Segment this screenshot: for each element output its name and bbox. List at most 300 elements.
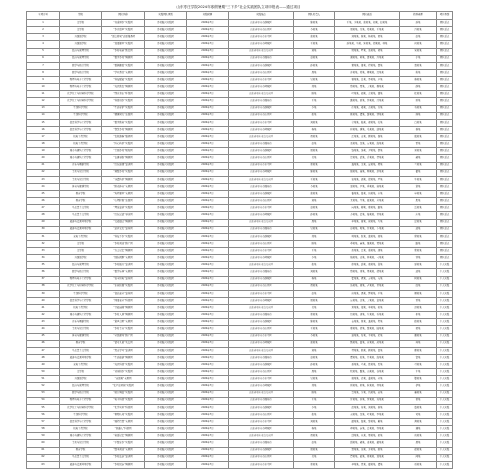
cell-col-advisor: 蒋某某 — [400, 77, 437, 84]
cell-col-category: 乡村振兴实践团 — [145, 369, 187, 376]
cell-col-team-name: “乡村民宿”调研团 — [102, 461, 145, 468]
header-col-advisor: 指导老师 — [400, 12, 437, 20]
cell-col-location: 山东省枣庄市山亭区 — [229, 155, 294, 162]
cell-col-location: 山东省枣庄市滕州市 — [229, 440, 294, 447]
cell-col-project-type: 团队重点 — [437, 69, 453, 76]
cell-col-location: 山东省枣庄市市中区 — [229, 419, 294, 426]
cell-col-college: 化学化工与材料科学学院 — [60, 283, 102, 290]
cell-col-project-type: 团队重点 — [437, 134, 453, 141]
cell-col-category: 乡村振兴实践团 — [145, 326, 187, 333]
cell-col-college: 光电工程学院 — [60, 362, 102, 369]
cell-col-time: 2024年7月 — [187, 233, 229, 240]
cell-col-index: 28 — [27, 212, 60, 219]
cell-col-time: 2024年7月 — [187, 84, 229, 91]
cell-col-team-name: “绿水青山”环保团 — [102, 91, 145, 98]
cell-col-time: 2024年7月 — [187, 91, 229, 98]
cell-col-advisor: 兰某某 — [400, 162, 437, 169]
cell-col-college: 教育学院 — [60, 340, 102, 347]
cell-col-college: 光电工程学院 — [60, 233, 102, 240]
table-row — [27, 84, 453, 91]
header-col-time: 实践时间 — [187, 12, 229, 20]
cell-col-project-type: 个人实践 — [437, 319, 453, 326]
cell-col-college: 城市与建筑工程学院 — [60, 312, 102, 319]
cell-col-advisor: 庄某 — [400, 212, 437, 219]
cell-col-members: 甄某某、曲某、家某某、封某某 — [335, 340, 400, 347]
cell-col-members: 周某某、吴某、郑某某、王某某 — [335, 27, 400, 34]
header-col-leader: 团队负责人 — [294, 12, 335, 20]
cell-col-advisor: 赵某 — [400, 34, 437, 41]
cell-col-advisor: 贲某 — [400, 297, 437, 304]
cell-col-category: 乡村振兴实践团 — [145, 77, 187, 84]
cell-col-time: 2024年7月 — [187, 41, 229, 48]
cell-col-advisor: 石某某 — [400, 105, 437, 112]
cell-col-advisor: 孙某 — [400, 20, 437, 27]
cell-col-team-name: “科技赋能”实践团 — [102, 77, 145, 84]
cell-col-college: 外国语学院 — [60, 34, 102, 41]
cell-col-college: 数学与统计学院 — [60, 269, 102, 276]
cell-col-leader: 张某 — [294, 262, 335, 269]
cell-col-index: 60 — [27, 440, 60, 447]
cell-col-leader: 陈某 — [294, 91, 335, 98]
cell-col-college: 文学院 — [60, 369, 102, 376]
cell-col-index: 53 — [27, 390, 60, 397]
cell-col-leader: 刘某某 — [294, 419, 335, 426]
cell-col-leader: 黄某某 — [294, 283, 335, 290]
cell-col-category: 乡村振兴实践团 — [145, 440, 187, 447]
cell-col-project-type: 个人实践 — [437, 312, 453, 319]
cell-col-time: 2024年7月 — [187, 262, 229, 269]
cell-col-college: 经济与管理学院 — [60, 48, 102, 55]
cell-col-category: 乡村振兴实践团 — [145, 176, 187, 183]
table-row — [27, 112, 453, 119]
cell-col-location: 山东省枣庄市市中区 — [229, 333, 294, 340]
cell-col-time: 2024年7月 — [187, 305, 229, 312]
cell-col-time: 2024年7月 — [187, 169, 229, 176]
cell-col-index: 61 — [27, 447, 60, 454]
cell-col-category: 乡村振兴实践团 — [145, 333, 187, 340]
cell-col-time: 2024年7月 — [187, 454, 229, 461]
cell-col-leader: 陈某某 — [294, 169, 335, 176]
cell-col-time: 2024年7月 — [187, 155, 229, 162]
cell-col-category: 乡村振兴实践团 — [145, 297, 187, 304]
cell-col-team-name: “乡村阅读”推广团 — [102, 240, 145, 247]
cell-col-members: 吉某某、钮某、龚某某、程某 — [335, 319, 400, 326]
cell-col-category: 乡村振兴实践团 — [145, 148, 187, 155]
cell-col-advisor: 经某 — [400, 283, 437, 290]
cell-col-members: 许某某、邓某、傅某某、沈某某 — [335, 69, 400, 76]
cell-col-college: 物理与电子工程学院 — [60, 397, 102, 404]
cell-col-project-type: 团队重点 — [437, 191, 453, 198]
cell-col-category: 乡村振兴实践团 — [145, 162, 187, 169]
cell-col-category: 乡村振兴实践团 — [145, 433, 187, 440]
cell-col-project-type: 个人实践 — [437, 283, 453, 290]
cell-col-members: 安某某、颜某、倪某某、严某 — [335, 176, 400, 183]
cell-col-leader: 周某 — [294, 69, 335, 76]
cell-col-time: 2024年7月 — [187, 433, 229, 440]
table-row — [27, 390, 453, 397]
cell-col-location: 山东省枣庄市滕州市 — [229, 312, 294, 319]
cell-col-time: 2024年7月 — [187, 191, 229, 198]
cell-col-index: 17 — [27, 134, 60, 141]
cell-col-college: 机电工程学院 — [60, 134, 102, 141]
cell-col-project-type: 团队重点 — [437, 34, 453, 41]
header-col-college: 学院 — [60, 12, 102, 20]
cell-col-project-type: 团队重点 — [437, 48, 453, 55]
cell-col-index: 43 — [27, 319, 60, 326]
cell-col-project-type: 团队重点 — [437, 98, 453, 105]
cell-col-location: 山东省枣庄市薛城区 — [229, 404, 294, 411]
cell-col-advisor: 于某 — [400, 55, 437, 62]
cell-col-location: 山东省枣庄市薛城区 — [229, 276, 294, 283]
cell-col-index: 58 — [27, 426, 60, 433]
cell-col-leader: 张某某 — [294, 34, 335, 41]
cell-col-members: 甘某某、钭某、厉某某、戎某某 — [335, 397, 400, 404]
cell-col-time: 2024年7月 — [187, 212, 229, 219]
cell-col-project-type: 个人实践 — [437, 333, 453, 340]
cell-col-college: 马克思主义学院 — [60, 212, 102, 219]
cell-col-advisor: 蒲某 — [400, 426, 437, 433]
cell-col-index: 3 — [27, 34, 60, 41]
cell-col-project-type: 个人实践 — [437, 326, 453, 333]
cell-col-college: 经济与管理学院 — [60, 383, 102, 390]
cell-col-advisor: 闻某 — [400, 454, 437, 461]
cell-col-category: 乡村振兴实践团 — [145, 276, 187, 283]
table-row — [27, 312, 453, 319]
cell-col-time: 2024年7月 — [187, 69, 229, 76]
cell-col-location: 山东省枣庄市市中区 — [229, 119, 294, 126]
cell-col-category: 乡村振兴实践团 — [145, 404, 187, 411]
cell-col-college: 化学化工与材料科学学院 — [60, 404, 102, 411]
cell-col-category: 乡村振兴实践团 — [145, 219, 187, 226]
cell-col-time: 2024年7月 — [187, 226, 229, 233]
cell-col-college: 生命科学学院 — [60, 112, 102, 119]
cell-col-location: 山东省枣庄市峄城区 — [229, 383, 294, 390]
cell-col-college: 生命科学学院 — [60, 290, 102, 297]
cell-col-team-name: “诗词进乡”实践团 — [102, 369, 145, 376]
cell-col-members: 糜某某、松某、井某某、段某某 — [335, 354, 400, 361]
cell-col-project-type: 团队重点 — [437, 119, 453, 126]
cell-col-team-name: “乡村人居”调研团 — [102, 312, 145, 319]
cell-col-index: 39 — [27, 290, 60, 297]
cell-col-project-type: 团队重点 — [437, 77, 453, 84]
document-title: 山东枣庄学院2024年寒假暑期“三下乡”社会实践团队立项申报表——通过项目 — [176, 5, 301, 9]
cell-col-members: 王某、李某某、张某某、刘某、赵某某 — [335, 20, 400, 27]
cell-col-members: 金某某、陆某、郝某某、孔某 — [335, 119, 400, 126]
cell-col-index: 59 — [27, 433, 60, 440]
cell-col-leader: 赵某某 — [294, 354, 335, 361]
cell-col-team-name: “安全用电”宣传团 — [102, 276, 145, 283]
cell-col-time: 2024年7月 — [187, 205, 229, 212]
cell-col-time: 2024年7月 — [187, 148, 229, 155]
cell-col-college: 机电工程学院 — [60, 305, 102, 312]
cell-col-index: 2 — [27, 27, 60, 34]
cell-col-index: 47 — [27, 347, 60, 354]
table-row — [27, 354, 453, 361]
cell-col-advisor: 司某 — [400, 411, 437, 418]
cell-col-index: 14 — [27, 112, 60, 119]
cell-col-category: 乡村振兴实践团 — [145, 461, 187, 468]
cell-col-location: 山东省枣庄市峄城区 — [229, 84, 294, 91]
cell-col-category: 乡村振兴实践团 — [145, 362, 187, 369]
cell-col-advisor: 嵇某某 — [400, 319, 437, 326]
cell-col-leader: 郑某某 — [294, 461, 335, 468]
cell-col-team-name: “节能减排”调研团 — [102, 305, 145, 312]
table-row — [27, 248, 453, 255]
cell-col-location: 山东省枣庄市滕州市 — [229, 354, 294, 361]
cell-col-category: 乡村振兴实践团 — [145, 340, 187, 347]
cell-col-time: 2024年7月 — [187, 376, 229, 383]
cell-col-team-name: “科技下乡”实践团 — [102, 233, 145, 240]
cell-col-time: 2024年7月 — [187, 34, 229, 41]
cell-col-members: 牧某某、隗某、山某某、谷某某 — [335, 369, 400, 376]
cell-col-location: 山东省枣庄市市中区 — [229, 205, 294, 212]
cell-col-college: 城市与建筑工程学院 — [60, 155, 102, 162]
cell-col-project-type: 个人实践 — [437, 376, 453, 383]
cell-col-college: 美术与设计学院 — [60, 326, 102, 333]
table-row — [27, 369, 453, 376]
cell-col-team-name: “全民健身”推广团 — [102, 333, 145, 340]
cell-col-project-type: 个人实践 — [437, 440, 453, 447]
cell-col-college: 数学与统计学院 — [60, 390, 102, 397]
cell-col-index: 20 — [27, 155, 60, 162]
cell-col-college: 生命科学学院 — [60, 411, 102, 418]
cell-col-index: 11 — [27, 91, 60, 98]
cell-col-leader: 李某某 — [294, 333, 335, 340]
cell-col-advisor: 翟某 — [400, 169, 437, 176]
cell-col-category: 乡村振兴实践团 — [145, 126, 187, 133]
cell-col-location: 山东省枣庄市台儿庄区 — [229, 433, 294, 440]
cell-col-category: 乡村振兴实践团 — [145, 419, 187, 426]
cell-col-time: 2024年7月 — [187, 419, 229, 426]
cell-col-college: 音乐与舞蹈学院 — [60, 319, 102, 326]
cell-col-time: 2024年7月 — [187, 255, 229, 262]
cell-col-advisor: 杜某某 — [400, 91, 437, 98]
cell-col-project-type: 团队重点 — [437, 240, 453, 247]
table-row — [27, 41, 453, 48]
table-row — [27, 426, 453, 433]
cell-col-members: 昝某某、管某、卢某某、莫某某 — [335, 283, 400, 290]
cell-col-index: 40 — [27, 297, 60, 304]
cell-col-college: 马克思主义学院 — [60, 205, 102, 212]
cell-col-leader: 李某 — [294, 404, 335, 411]
cell-col-location: 山东省枣庄市峄城区 — [229, 212, 294, 219]
cell-col-project-type: 团队重点 — [437, 41, 453, 48]
cell-col-advisor: 何某某 — [400, 41, 437, 48]
cell-col-advisor: 田某 — [400, 98, 437, 105]
table-row — [27, 219, 453, 226]
cell-col-location: 山东省枣庄市台儿庄区 — [229, 176, 294, 183]
cell-col-members: 董某某、萧某、程某某、曹某 — [335, 62, 400, 69]
cell-col-members: 胥某某、能某、苍某某、双某某 — [335, 454, 400, 461]
cell-col-college: 美术与设计学院 — [60, 169, 102, 176]
cell-col-location: 山东省枣庄市滕州市 — [229, 98, 294, 105]
cell-col-project-type: 个人实践 — [437, 297, 453, 304]
cell-col-advisor: 岳某某 — [400, 205, 437, 212]
table-row — [27, 305, 453, 312]
cell-col-category: 乡村振兴实践团 — [145, 397, 187, 404]
cell-col-team-name: “留守儿童”关爱团 — [102, 340, 145, 347]
cell-col-members: 任某某、姜某、范某某、方某 — [335, 105, 400, 112]
cell-col-team-name: “墙绘乡村”实践团 — [102, 169, 145, 176]
cell-col-index: 4 — [27, 41, 60, 48]
cell-col-leader: 黄某某 — [294, 433, 335, 440]
cell-col-time: 2024年7月 — [187, 333, 229, 340]
cell-col-college: 美术与设计学院 — [60, 176, 102, 183]
cell-col-team-name: “手绘家乡”实践团 — [102, 440, 145, 447]
cell-col-leader: 刘某某 — [294, 119, 335, 126]
cell-col-location: 山东省枣庄市滕州市 — [229, 269, 294, 276]
cell-col-project-type: 个人实践 — [437, 262, 453, 269]
cell-col-advisor: 贡某某 — [400, 461, 437, 468]
cell-col-advisor: 薛某 — [400, 84, 437, 91]
cell-col-index: 44 — [27, 326, 60, 333]
cell-col-leader: 刘某某 — [294, 269, 335, 276]
cell-col-advisor: 赖某 — [400, 155, 437, 162]
header-col-category: 实践团队类别 — [145, 12, 187, 20]
cell-col-project-type: 团队重点 — [437, 55, 453, 62]
cell-col-leader: 郑某某 — [294, 162, 335, 169]
header-col-project-type: 项目类别 — [437, 12, 453, 20]
cell-col-location: 山东省枣庄市山亭区 — [229, 27, 294, 34]
cell-col-time: 2024年7月 — [187, 119, 229, 126]
cell-col-time: 2024年7月 — [187, 297, 229, 304]
cell-col-team-name: “乡村电商”助农团 — [102, 48, 145, 55]
cell-col-category: 乡村振兴实践团 — [145, 134, 187, 141]
cell-col-team-name: “书香润乡”实践团 — [102, 20, 145, 27]
cell-col-category: 乡村振兴实践团 — [145, 390, 187, 397]
cell-col-advisor: 弓某某 — [400, 362, 437, 369]
cell-col-members: 辛某某、管某、祝某某、左某 — [335, 219, 400, 226]
cell-col-team-name: “红色旋律”宣讲团 — [102, 162, 145, 169]
cell-col-leader: 周某某 — [294, 447, 335, 454]
table-row — [27, 77, 453, 84]
header-col-team-name: 团队名称 — [102, 12, 145, 20]
table-row — [27, 20, 453, 27]
cell-col-advisor: 邴某某 — [400, 347, 437, 354]
cell-col-members: 温某某、芦某、季某某、俞某某 — [335, 183, 400, 190]
cell-col-team-name: “光伏助农”调研团 — [102, 84, 145, 91]
cell-col-members: 孙某某、马某、朱某某、胡某某、林某 — [335, 41, 400, 48]
cell-col-index: 34 — [27, 255, 60, 262]
cell-col-project-type: 团队重点 — [437, 176, 453, 183]
cell-col-project-type: 个人实践 — [437, 347, 453, 354]
cell-col-leader: 吴某 — [294, 155, 335, 162]
cell-col-team-name: “美丽乡村”规划团 — [102, 148, 145, 155]
cell-col-category: 乡村振兴实践团 — [145, 48, 187, 55]
cell-col-leader: 李某某 — [294, 27, 335, 34]
cell-col-index: 25 — [27, 191, 60, 198]
cell-col-location: 山东省枣庄市市中区 — [229, 290, 294, 297]
cell-col-category: 乡村振兴实践团 — [145, 233, 187, 240]
cell-col-index: 46 — [27, 340, 60, 347]
cell-col-time: 2024年7月 — [187, 354, 229, 361]
cell-col-time: 2024年7月 — [187, 290, 229, 297]
cell-col-project-type: 个人实践 — [437, 433, 453, 440]
cell-col-time: 2024年7月 — [187, 369, 229, 376]
cell-col-time: 2024年7月 — [187, 440, 229, 447]
cell-col-index: 56 — [27, 411, 60, 418]
cell-col-advisor: 牛某某 — [400, 176, 437, 183]
header-col-members: 团队成员 — [335, 12, 400, 20]
table-header-row — [27, 12, 453, 20]
cell-col-index: 6 — [27, 55, 60, 62]
cell-col-time: 2024年7月 — [187, 426, 229, 433]
cell-col-time: 2024年7月 — [187, 404, 229, 411]
cell-col-team-name: “绘本阅读”支教团 — [102, 447, 145, 454]
table-row — [27, 34, 453, 41]
cell-col-college: 生命科学学院 — [60, 105, 102, 112]
cell-col-index: 15 — [27, 119, 60, 126]
cell-col-team-name: “童声合唱”支教团 — [102, 319, 145, 326]
cell-col-members: 印某某、宿某、白某某、怀某某 — [335, 426, 400, 433]
cell-col-project-type: 个人实践 — [437, 290, 453, 297]
cell-col-category: 乡村振兴实践团 — [145, 91, 187, 98]
cell-col-project-type: 个人实践 — [437, 383, 453, 390]
cell-col-project-type: 团队重点 — [437, 148, 453, 155]
cell-col-members: 季某某、麻某、强某某、贾某某 — [335, 240, 400, 247]
cell-col-advisor: 邵某某 — [400, 134, 437, 141]
cell-col-category: 乡村振兴实践团 — [145, 376, 187, 383]
table-row — [27, 240, 453, 247]
cell-col-location: 山东省枣庄市薛城区 — [229, 191, 294, 198]
cell-col-advisor: 焦某 — [400, 198, 437, 205]
cell-col-team-name: “学业帮扶”支教团 — [102, 69, 145, 76]
cell-col-leader: 赵某某 — [294, 55, 335, 62]
cell-col-project-type: 团队重点 — [437, 255, 453, 262]
cell-col-project-type: 团队重点 — [437, 198, 453, 205]
cell-col-college: 数学与统计学院 — [60, 69, 102, 76]
cell-col-college: 教育学院 — [60, 447, 102, 454]
cell-col-college: 物理与电子工程学院 — [60, 77, 102, 84]
cell-col-leader: 吴某某 — [294, 226, 335, 233]
cell-col-leader: 张某某 — [294, 191, 335, 198]
cell-col-members: 常某某、武某、乔某某、贺某某 — [335, 155, 400, 162]
table-row — [27, 27, 453, 34]
table-row — [27, 454, 453, 461]
cell-col-index: 18 — [27, 141, 60, 148]
cell-col-location: 山东省枣庄市山亭区 — [229, 283, 294, 290]
cell-col-category: 乡村振兴实践团 — [145, 155, 187, 162]
cell-col-project-type: 团队重点 — [437, 226, 453, 233]
cell-col-location: 山东省枣庄市山亭区 — [229, 411, 294, 418]
cell-col-project-type: 团队重点 — [437, 126, 453, 133]
cell-col-advisor: 秦某 — [400, 126, 437, 133]
cell-col-time: 2024年7月 — [187, 134, 229, 141]
table-row — [27, 262, 453, 269]
cell-col-time: 2024年7月 — [187, 176, 229, 183]
cell-col-advisor: 钟某 — [400, 255, 437, 262]
cell-col-category: 乡村振兴实践团 — [145, 119, 187, 126]
cell-col-college: 物理与电子工程学院 — [60, 84, 102, 91]
cell-col-location: 山东省枣庄市峄城区 — [229, 426, 294, 433]
cell-col-members: 巫某某、乌某、焦某某、巴某 — [335, 362, 400, 369]
table-row — [27, 411, 453, 418]
cell-col-leader: 杨某 — [294, 426, 335, 433]
cell-col-time: 2024年7月 — [187, 27, 229, 34]
cell-col-category: 乡村振兴实践团 — [145, 262, 187, 269]
table-row — [27, 290, 453, 297]
cell-col-location: 山东省枣庄市薛城区 — [229, 233, 294, 240]
cell-col-college: 经济与管理学院 — [60, 262, 102, 269]
cell-col-index: 33 — [27, 248, 60, 255]
table-row — [27, 98, 453, 105]
cell-col-members: 韶某某、郜某、黎某某、蓟某 — [335, 419, 400, 426]
cell-col-index: 7 — [27, 62, 60, 69]
cell-col-members: 蔡某某、贾某、丁某某、魏某某 — [335, 84, 400, 91]
table-row — [27, 397, 453, 404]
cell-col-members: 蒙某某、池某、乔某某、阴某 — [335, 447, 400, 454]
cell-col-location: 山东省枣庄市台儿庄区 — [229, 305, 294, 312]
